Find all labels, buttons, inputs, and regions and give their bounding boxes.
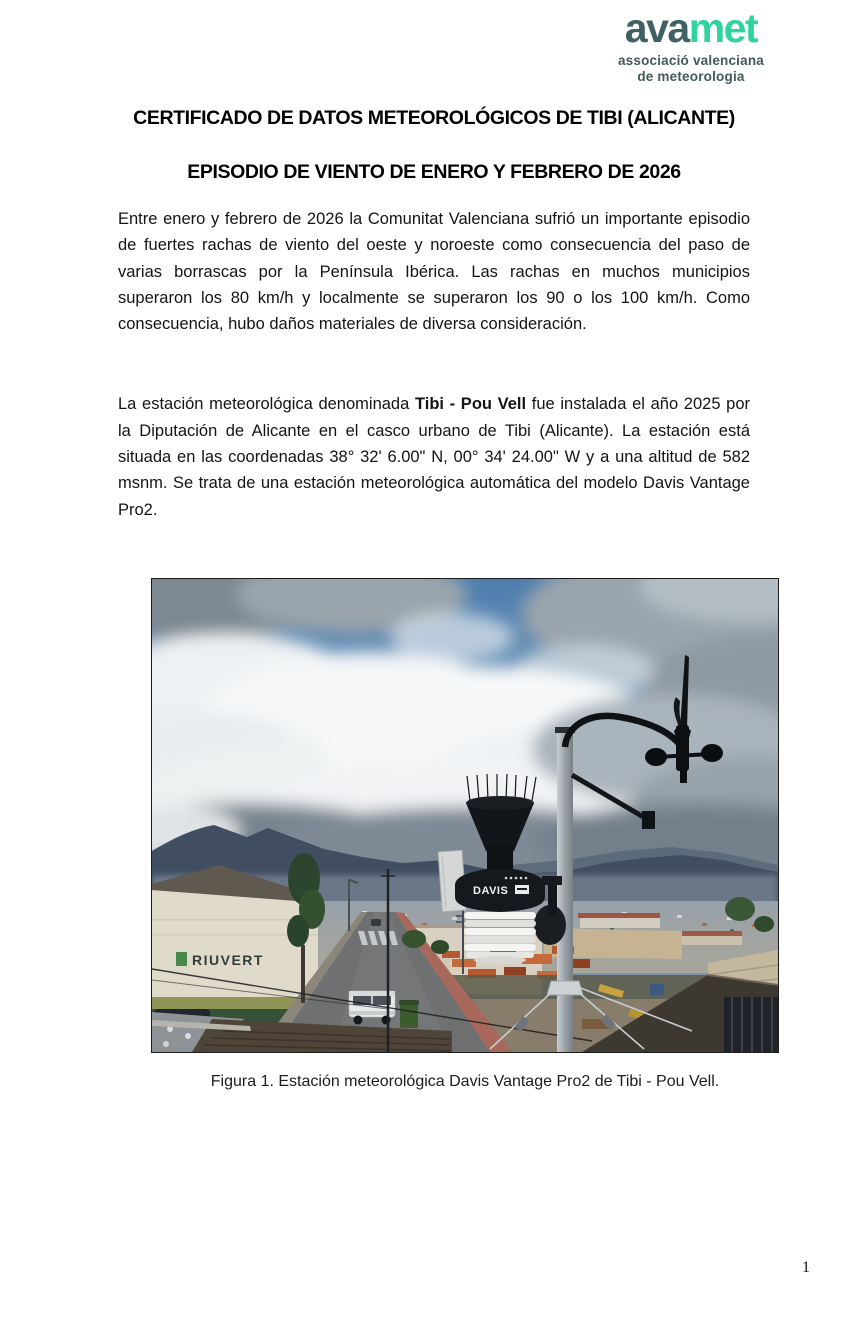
- paragraph-station-before: La estación meteorológica denominada: [118, 395, 415, 414]
- logo-text-ava: ava: [624, 5, 689, 51]
- riuvert-sign: RIUVERT: [192, 951, 264, 968]
- paragraph-station-after: fue instalada el año 2025 por la Diputación de Alicante en el casco urbano de Tibi (Alicante). La estación está situada en las coordenadas 38° 32' 6.00" N, 00° 34' 24.00" W y a una altitud de 582 msnm. Se trata de una estación meteorológica automática del modelo Davis Vantage Pro2.: [118, 395, 751, 519]
- logo-tagline-line1: associació valenciana: [617, 53, 764, 68]
- station-name: Tibi - Pou Vell: [414, 395, 527, 414]
- avamet-wordmark: [618, 5, 764, 51]
- paragraph-episode: Entre enero y febrero de 2026 la Comunitat Valenciana sufrió un importante episodio de fuertes rachas de viento del oeste y noroeste como consecuencia del paso de varias borrascas por la Península Ibérica. Las rachas en muchos municipios superaron los 80 km/h y localmente se superaron los 90 o los 100 km/h. Como consecuencia, hubo daños materiales de diversa consideración.: [118, 210, 750, 334]
- paragraph-station: [118, 391, 750, 522]
- distant-car: [371, 919, 381, 926]
- wind-cup: [645, 748, 667, 766]
- figure-1: [151, 578, 779, 1091]
- page-number: 1: [802, 1259, 810, 1276]
- logo-tagline-line2: de meteorologia: [637, 69, 745, 84]
- document-title: CERTIFICADO DE DATOS METEOROLÓGICOS DE TIBI (ALICANTE): [133, 107, 735, 129]
- trash-bin: [399, 1000, 419, 1028]
- document-subtitle: EPISODIO DE VIENTO DE ENERO Y FEBRERO DE 2026: [187, 161, 681, 183]
- station-photo: [151, 578, 779, 1053]
- logo-tagline: [618, 53, 764, 85]
- figure-caption: Figura 1. Estación meteorológica Davis Vantage Pro2 de Tibi - Pou Vell.: [210, 1072, 720, 1090]
- wind-cup: [701, 744, 723, 762]
- davis-brand-label: DAVIS: [473, 884, 509, 897]
- document-body: [0, 206, 868, 1091]
- pole-collar: [547, 981, 583, 995]
- avamet-logo: [617, 5, 764, 85]
- logo-text-met: met: [688, 5, 758, 51]
- station-photo-illustration: [152, 579, 778, 1052]
